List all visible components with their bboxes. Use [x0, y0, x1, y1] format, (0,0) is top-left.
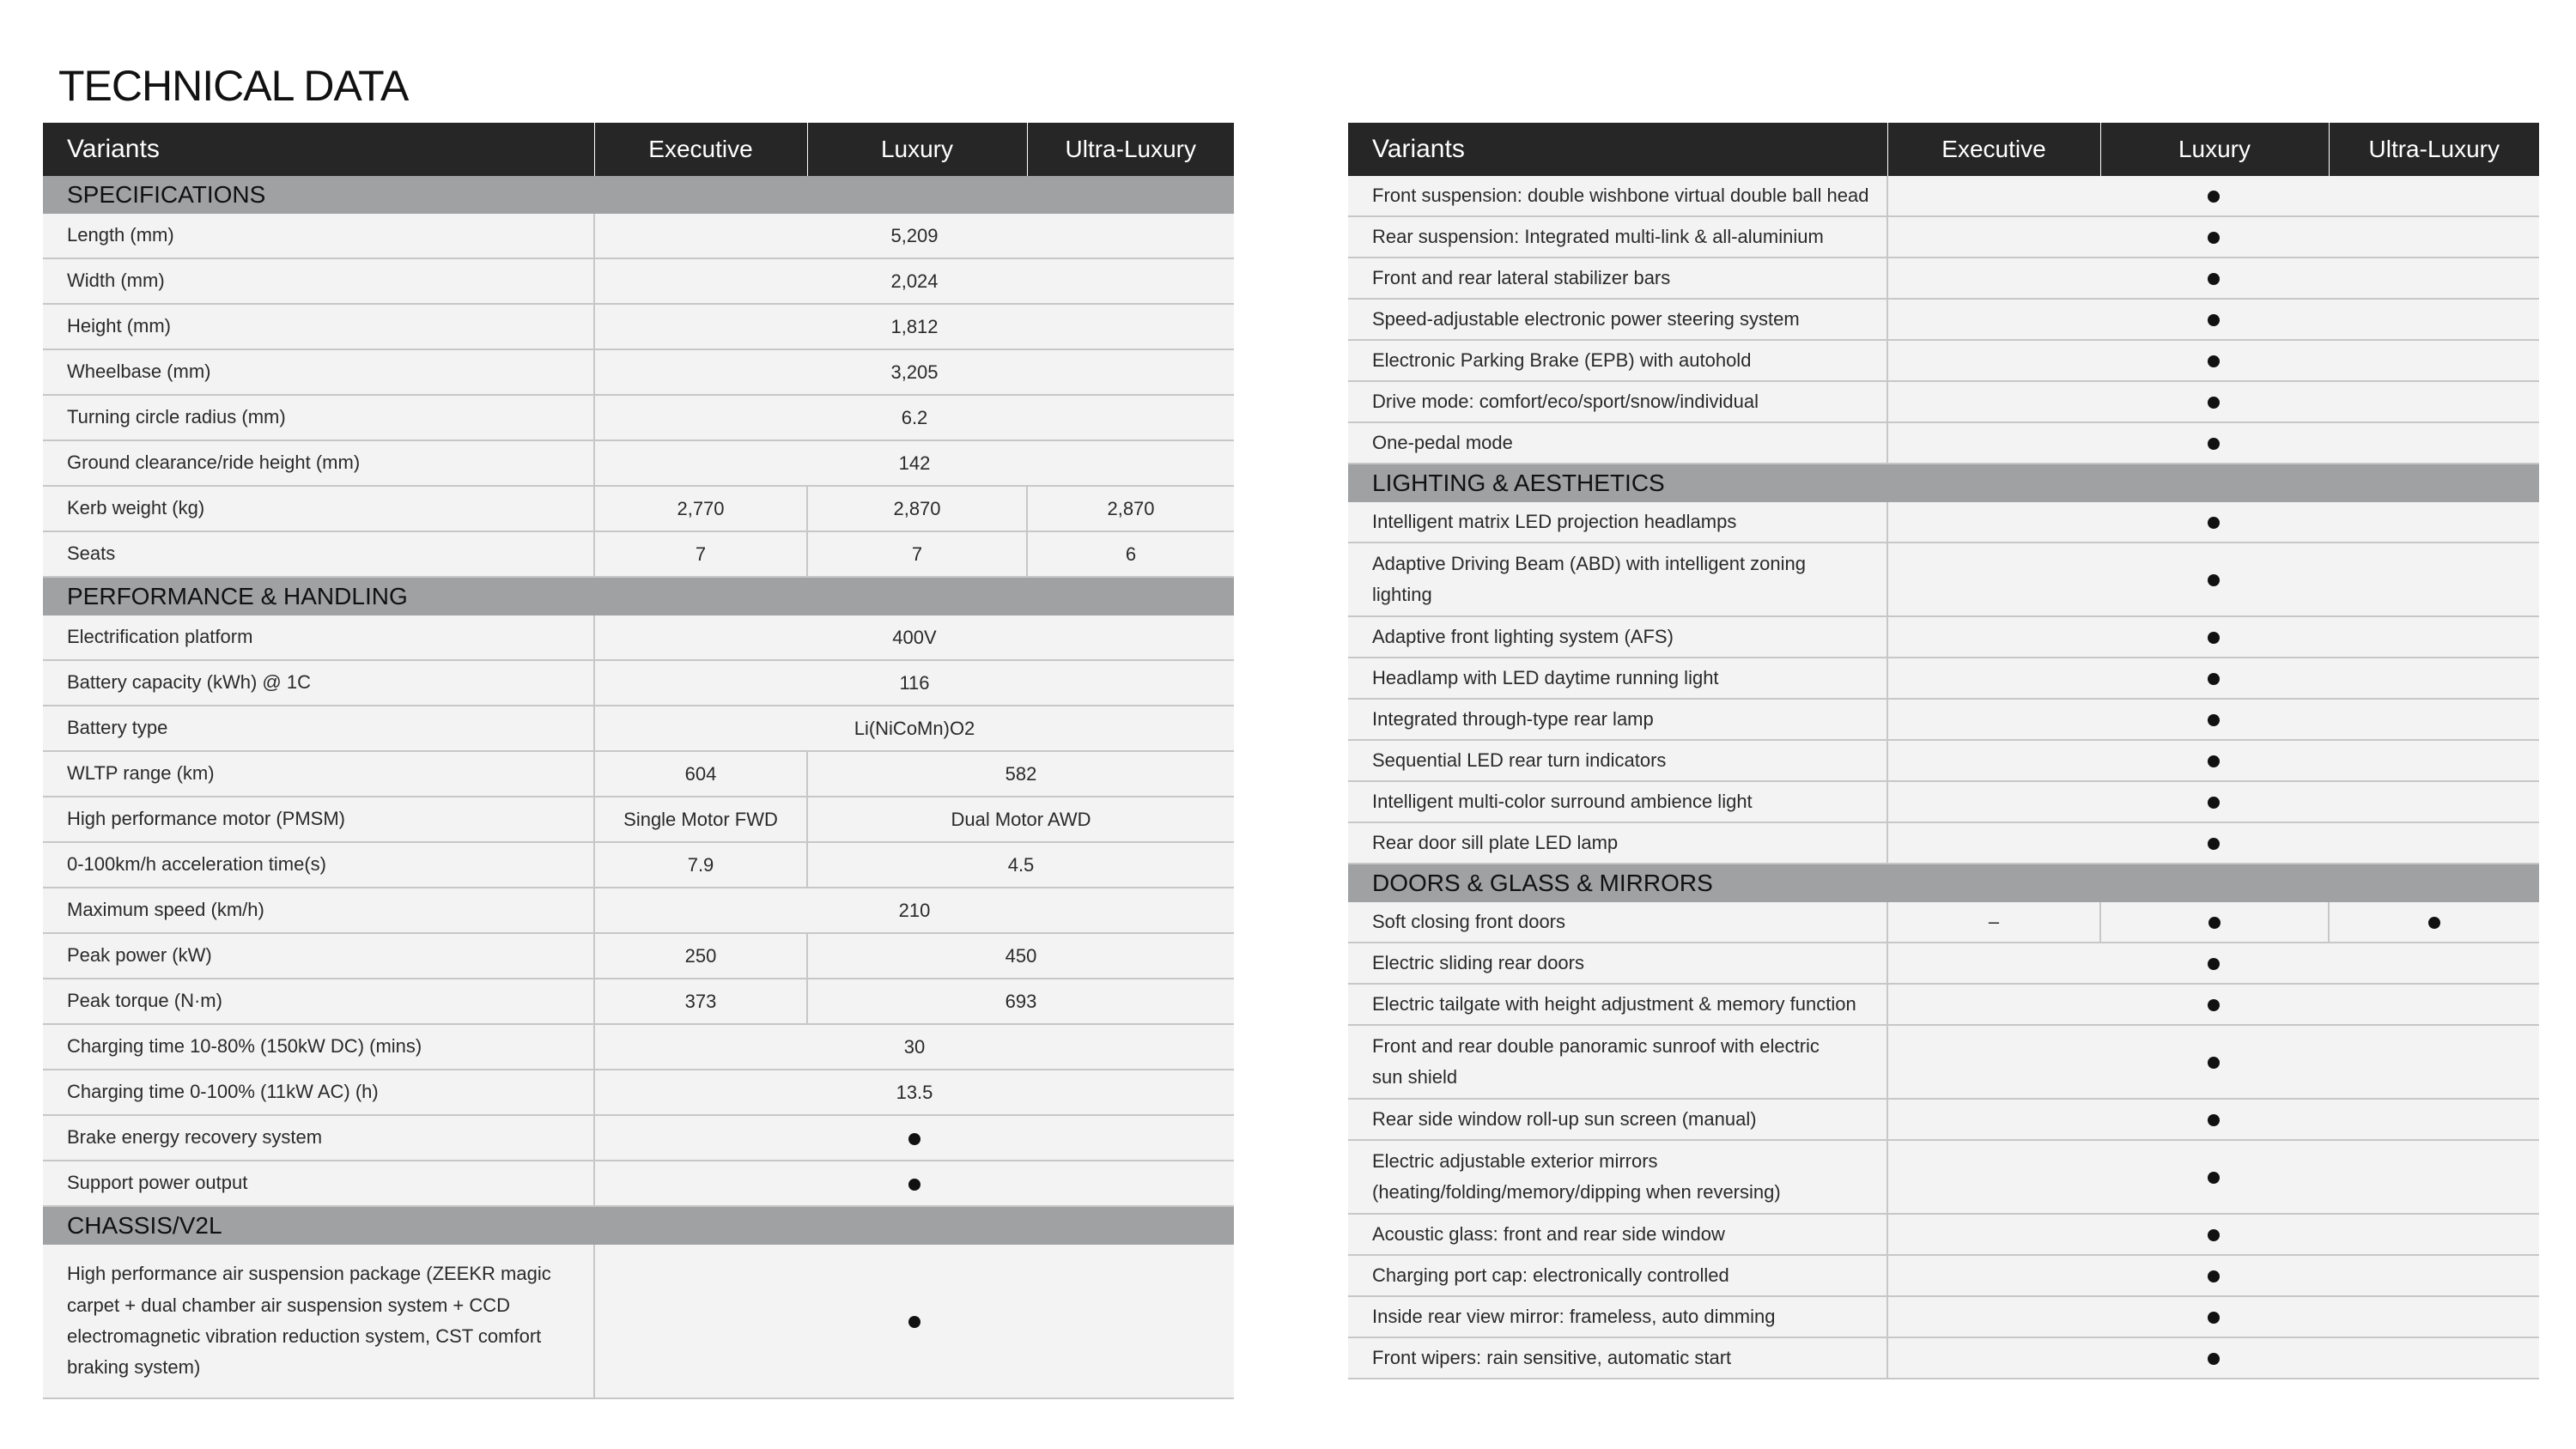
standard-dot-cell [1887, 1214, 2539, 1255]
row-label: Electric tailgate with height adjustment & memory function [1348, 984, 1887, 1025]
standard-dot-cell [1887, 1337, 2539, 1379]
row-label: Brake energy recovery system [43, 1115, 594, 1161]
row-label: Maximum speed (km/h) [43, 888, 594, 933]
row-label: Peak power (kW) [43, 933, 594, 979]
table-row [1348, 299, 2539, 340]
row-label: Integrated through-type rear lamp [1348, 699, 1887, 740]
table-row [43, 304, 1234, 349]
table-row [43, 1115, 1234, 1161]
table-row [1348, 740, 2539, 781]
standard-dot-icon [908, 1316, 920, 1328]
standard-dot-cell [1887, 658, 2539, 699]
section-header [43, 176, 1234, 214]
table-row [1348, 1337, 2539, 1379]
standard-dot-icon [2208, 355, 2220, 367]
row-label: Kerb weight (kg) [43, 486, 594, 531]
row-label: Soft closing front doors [1348, 902, 1887, 943]
standard-dot-cell [1887, 699, 2539, 740]
header-executive: Executive [594, 123, 807, 176]
table-header [43, 123, 1234, 176]
row-value: 450 [807, 933, 1234, 979]
table-row [1348, 422, 2539, 464]
table-row [1348, 1214, 2539, 1255]
standard-dot-icon [2208, 397, 2220, 409]
table-row [43, 660, 1234, 706]
standard-dot-cell [2329, 902, 2539, 943]
standard-dot-cell [1887, 381, 2539, 422]
table-row [1348, 216, 2539, 258]
standard-dot-cell [1887, 781, 2539, 822]
standard-dot-icon [2208, 574, 2220, 586]
standard-dot-cell [1887, 1025, 2539, 1099]
header-ultra-luxury: Ultra-Luxury [2329, 123, 2539, 176]
standard-dot-cell [1887, 176, 2539, 216]
standard-dot-cell [1887, 822, 2539, 864]
table-row [43, 1024, 1234, 1070]
standard-dot-icon [2208, 191, 2220, 203]
row-label: Electronic Parking Brake (EPB) with autohold [1348, 340, 1887, 381]
row-label: Battery type [43, 706, 594, 751]
table-row [1348, 658, 2539, 699]
section-title: CHASSIS/V2L [43, 1206, 1234, 1245]
table-row [43, 615, 1234, 660]
table-row [43, 395, 1234, 440]
standard-dot-icon [2208, 958, 2220, 970]
standard-dot-cell [1887, 616, 2539, 658]
table-row [1348, 616, 2539, 658]
row-label: Speed-adjustable electronic power steering system [1348, 299, 1887, 340]
section-title: SPECIFICATIONS [43, 176, 1234, 214]
row-label: Adaptive Driving Beam (ABD) with intelligent zoning lighting [1348, 543, 1887, 616]
row-value: 2,870 [1027, 486, 1234, 531]
row-label: One-pedal mode [1348, 422, 1887, 464]
row-label: Wheelbase (mm) [43, 349, 594, 395]
row-label: High performance air suspension package (ZEEKR magic carpet + dual chamber air suspension system + CCD electromagnetic vibration reduction system, CST comfort braking system) [43, 1245, 594, 1398]
standard-dot-icon [2208, 755, 2220, 767]
standard-dot-icon [2208, 273, 2220, 285]
row-label: WLTP range (km) [43, 751, 594, 797]
table-row [43, 349, 1234, 395]
header-executive: Executive [1887, 123, 2100, 176]
standard-dot-cell [1887, 740, 2539, 781]
header-ultra-luxury: Ultra-Luxury [1027, 123, 1234, 176]
standard-dot-icon [908, 1133, 920, 1145]
row-value: 3,205 [594, 349, 1234, 395]
table-row [43, 797, 1234, 842]
row-label: Headlamp with LED daytime running light [1348, 658, 1887, 699]
row-label: Front and rear double panoramic sunroof with electric sun shield [1348, 1025, 1887, 1099]
header-luxury: Luxury [807, 123, 1027, 176]
row-label: Height (mm) [43, 304, 594, 349]
standard-dot-icon [2208, 1172, 2220, 1184]
standard-dot-icon [2208, 1353, 2220, 1365]
row-label: Battery capacity (kWh) @ 1C [43, 660, 594, 706]
row-value: 2,024 [594, 258, 1234, 304]
table-row [43, 751, 1234, 797]
row-value: 210 [594, 888, 1234, 933]
section-title: LIGHTING & AESTHETICS [1348, 464, 2539, 502]
table-row [43, 1245, 1234, 1398]
row-label: Acoustic glass: front and rear side window [1348, 1214, 1887, 1255]
row-value: 7 [807, 531, 1027, 577]
row-value: 142 [594, 440, 1234, 486]
table-row [1348, 502, 2539, 543]
row-value: 4.5 [807, 842, 1234, 888]
standard-dot-icon [2208, 632, 2220, 644]
row-value: 604 [594, 751, 807, 797]
row-value: 5,209 [594, 214, 1234, 258]
row-label: Rear door sill plate LED lamp [1348, 822, 1887, 864]
page-title: TECHNICAL DATA [58, 62, 409, 110]
standard-dot-cell [1887, 1296, 2539, 1337]
row-value: Li(NiCoMn)O2 [594, 706, 1234, 751]
row-label: Charging time 0-100% (11kW AC) (h) [43, 1070, 594, 1115]
table-row [1348, 943, 2539, 984]
row-value: 1,812 [594, 304, 1234, 349]
section-header [1348, 464, 2539, 502]
row-label: Seats [43, 531, 594, 577]
standard-dot-icon [2208, 673, 2220, 685]
table-row [43, 979, 1234, 1024]
row-value: 2,770 [594, 486, 807, 531]
standard-dot-icon [2208, 1057, 2220, 1069]
standard-dot-cell [1887, 422, 2539, 464]
table-row [1348, 258, 2539, 299]
standard-dot-icon [2208, 1312, 2220, 1324]
row-value: 30 [594, 1024, 1234, 1070]
standard-dot-icon [2208, 232, 2220, 244]
spec-table-right [1348, 123, 2539, 1379]
standard-dot-cell [1887, 299, 2539, 340]
table-row [43, 706, 1234, 751]
row-label: Rear side window roll-up sun screen (manual) [1348, 1099, 1887, 1140]
table-row [43, 440, 1234, 486]
standard-dot-icon [2208, 797, 2220, 809]
row-label: Support power output [43, 1161, 594, 1206]
standard-dot-cell [594, 1245, 1234, 1398]
row-label: Drive mode: comfort/eco/sport/snow/individual [1348, 381, 1887, 422]
row-value: 2,870 [807, 486, 1027, 531]
row-label: Width (mm) [43, 258, 594, 304]
table-row [1348, 902, 2539, 943]
row-value: 693 [807, 979, 1234, 1024]
table-row [43, 933, 1234, 979]
standard-dot-icon [2208, 1114, 2220, 1126]
section-title: PERFORMANCE & HANDLING [43, 577, 1234, 615]
table-row [1348, 984, 2539, 1025]
table-row [43, 531, 1234, 577]
standard-dot-icon [2208, 438, 2220, 450]
standard-dot-cell [594, 1115, 1234, 1161]
row-value: 373 [594, 979, 807, 1024]
table-row [43, 1161, 1234, 1206]
table-row [43, 214, 1234, 258]
table-row [1348, 1099, 2539, 1140]
row-label: Adaptive front lighting system (AFS) [1348, 616, 1887, 658]
section-header [43, 577, 1234, 615]
row-label: Electrification platform [43, 615, 594, 660]
row-label: High performance motor (PMSM) [43, 797, 594, 842]
row-label: Length (mm) [43, 214, 594, 258]
row-label: Charging time 10-80% (150kW DC) (mins) [43, 1024, 594, 1070]
row-label: Electric adjustable exterior mirrors (heating/folding/memory/dipping when reversing) [1348, 1140, 1887, 1214]
table-row [1348, 1140, 2539, 1214]
table-header [1348, 123, 2539, 176]
row-label: Ground clearance/ride height (mm) [43, 440, 594, 486]
row-label: Rear suspension: Integrated multi-link & all-aluminium [1348, 216, 1887, 258]
standard-dot-icon [2208, 999, 2220, 1011]
standard-dot-cell [1887, 340, 2539, 381]
row-label: Intelligent multi-color surround ambience light [1348, 781, 1887, 822]
row-label: Front wipers: rain sensitive, automatic start [1348, 1337, 1887, 1379]
row-value: Dual Motor AWD [807, 797, 1234, 842]
row-value: 7.9 [594, 842, 807, 888]
row-label: Electric sliding rear doors [1348, 943, 1887, 984]
table-row [1348, 781, 2539, 822]
row-label: Turning circle radius (mm) [43, 395, 594, 440]
row-label: Sequential LED rear turn indicators [1348, 740, 1887, 781]
standard-dot-cell [1887, 216, 2539, 258]
row-value: 6 [1027, 531, 1234, 577]
table-row [1348, 1255, 2539, 1296]
table-row [43, 888, 1234, 933]
row-label: Charging port cap: electronically controlled [1348, 1255, 1887, 1296]
standard-dot-cell [1887, 502, 2539, 543]
header-variants: Variants [43, 123, 594, 176]
row-value: 13.5 [594, 1070, 1234, 1115]
row-value: 6.2 [594, 395, 1234, 440]
row-value: 582 [807, 751, 1234, 797]
header-luxury: Luxury [2100, 123, 2329, 176]
table-row [1348, 1296, 2539, 1337]
table-row [1348, 1025, 2539, 1099]
table-row [1348, 543, 2539, 616]
standard-dot-icon [2208, 917, 2221, 929]
standard-dot-icon [2428, 917, 2440, 929]
row-label: Front and rear lateral stabilizer bars [1348, 258, 1887, 299]
section-title: DOORS & GLASS & MIRRORS [1348, 864, 2539, 902]
standard-dot-icon [2208, 1270, 2220, 1282]
table-row [43, 1070, 1234, 1115]
row-value: 250 [594, 933, 807, 979]
row-value: Single Motor FWD [594, 797, 807, 842]
section-header [43, 1206, 1234, 1245]
standard-dot-icon [908, 1179, 920, 1191]
table-row [1348, 822, 2539, 864]
row-label: Front suspension: double wishbone virtual double ball head [1348, 176, 1887, 216]
row-label: Inside rear view mirror: frameless, auto dimming [1348, 1296, 1887, 1337]
standard-dot-cell [1887, 1255, 2539, 1296]
header-variants: Variants [1348, 123, 1887, 176]
standard-dot-cell [1887, 543, 2539, 616]
standard-dot-cell [2100, 902, 2329, 943]
standard-dot-icon [2208, 838, 2220, 850]
table-row [1348, 340, 2539, 381]
standard-dot-cell [1887, 943, 2539, 984]
standard-dot-icon [2208, 314, 2220, 326]
standard-dot-icon [2208, 517, 2220, 529]
standard-dot-cell [594, 1161, 1234, 1206]
row-value: 7 [594, 531, 807, 577]
standard-dot-cell [1887, 984, 2539, 1025]
row-value: 400V [594, 615, 1234, 660]
row-label: 0-100km/h acceleration time(s) [43, 842, 594, 888]
table-row [43, 258, 1234, 304]
row-value: 116 [594, 660, 1234, 706]
spec-table-left [43, 123, 1234, 1399]
table-row [1348, 176, 2539, 216]
row-value: – [1887, 902, 2100, 943]
row-label: Peak torque (N·m) [43, 979, 594, 1024]
standard-dot-cell [1887, 1140, 2539, 1214]
standard-dot-cell [1887, 1099, 2539, 1140]
standard-dot-cell [1887, 258, 2539, 299]
table-row [43, 486, 1234, 531]
standard-dot-icon [2208, 714, 2220, 726]
row-label: Intelligent matrix LED projection headlamps [1348, 502, 1887, 543]
table-row [43, 842, 1234, 888]
table-row [1348, 699, 2539, 740]
section-header [1348, 864, 2539, 902]
standard-dot-icon [2208, 1229, 2220, 1241]
table-row [1348, 381, 2539, 422]
